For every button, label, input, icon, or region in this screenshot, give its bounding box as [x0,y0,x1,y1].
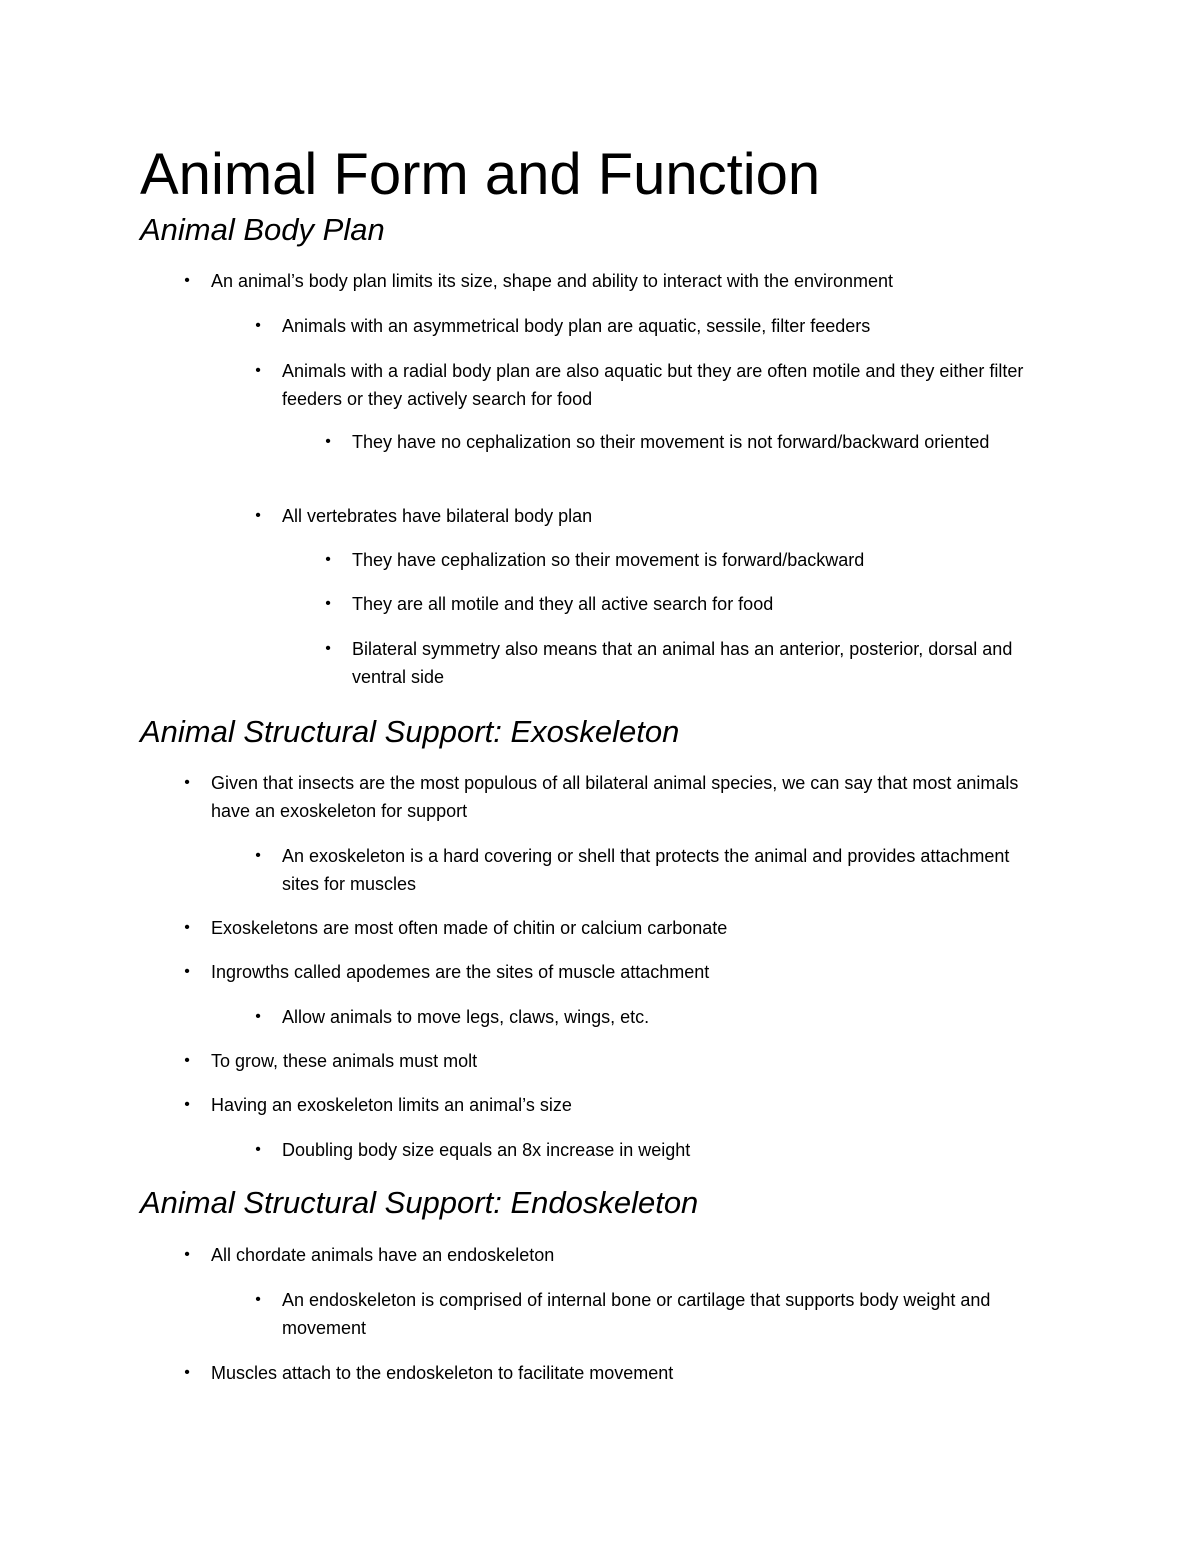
list-item [184,1047,1061,1075]
bullet: • [184,919,190,936]
list-item-text: An endoskeleton is comprised of internal bone or cartilage that supports body weight and movement [282,1290,991,1338]
list-item-text: Muscles attach to the endoskeleton to facilitate movement [211,1363,674,1383]
section-heading-exoskeleton: Animal Structural Support: Exoskeleton [140,714,680,749]
bullet: • [184,1096,190,1113]
list-item-text: Exoskeletons are most often made of chitin or calcium carbonate [211,918,728,938]
list-item-text: They have no cephalization so their movement is not forward/backward oriented [352,432,990,452]
list-item-text: Animals with a radial body plan are also aquatic but they are often motile and they either filter feeders or they actively search for food [282,361,1024,409]
list-item [184,1091,1061,1119]
list-item [184,267,1061,295]
bullet: • [325,433,331,450]
list-item-text: They are all motile and they all active search for food [352,594,774,614]
list-item [255,1286,1042,1342]
section-heading-body-plan: Animal Body Plan [140,212,385,247]
bullet: • [184,774,190,791]
list-item [184,1359,1061,1387]
bullet: • [255,847,261,864]
bullet: • [255,1141,261,1158]
bullet: • [184,272,190,289]
list-item [255,502,1042,530]
bullet: • [255,1291,261,1308]
list-item-text: Animals with an asymmetrical body plan are aquatic, sessile, filter feeders [282,316,871,336]
list-item-text: Ingrowths called apodemes are the sites of muscle attachment [211,962,710,982]
list-item [184,769,1061,825]
bullet: • [325,595,331,612]
list-item-text: Having an exoskeleton limits an animal’s size [211,1095,572,1115]
bullet: • [184,963,190,980]
list-item [184,958,1061,986]
list-item [325,635,1052,691]
list-item-text: An exoskeleton is a hard covering or shell that protects the animal and provides attachment sites for muscles [282,846,1010,894]
bullet: • [184,1052,190,1069]
bullet: • [184,1364,190,1381]
list-item-text: Bilateral symmetry also means that an animal has an anterior, posterior, dorsal and ventral side [352,639,1013,687]
bullet: • [255,507,261,524]
list-item-text: Allow animals to move legs, claws, wings, etc. [282,1007,650,1027]
bullet: • [255,362,261,379]
list-item [325,590,1052,618]
list-item [255,312,1042,340]
bullet: • [255,1008,261,1025]
list-item-text: Given that insects are the most populous of all bilateral animal species, we can say that most animals have an exoskeleton for support [211,773,1019,821]
list-item [255,1003,1042,1031]
list-item-text: Doubling body size equals an 8x increase in weight [282,1140,691,1160]
list-item [184,914,1061,942]
list-item [255,357,1042,413]
list-item [325,428,1052,456]
list-item-text: They have cephalization so their movement is forward/backward [352,550,865,570]
bullet: • [325,640,331,657]
list-item [325,546,1052,574]
bullet: • [325,551,331,568]
list-item-text: An animal’s body plan limits its size, shape and ability to interact with the environment [211,271,894,291]
list-item-text: All vertebrates have bilateral body plan [282,506,593,526]
list-item-text: To grow, these animals must molt [211,1051,478,1071]
list-item [255,1136,1042,1164]
list-item [255,842,1042,898]
bullet: • [184,1246,190,1263]
document-title: Animal Form and Function [140,142,821,207]
list-item-text: All chordate animals have an endoskeleton [211,1245,555,1265]
bullet: • [255,317,261,334]
section-heading-endoskeleton: Animal Structural Support: Endoskeleton [140,1185,699,1220]
list-item [184,1241,1061,1269]
